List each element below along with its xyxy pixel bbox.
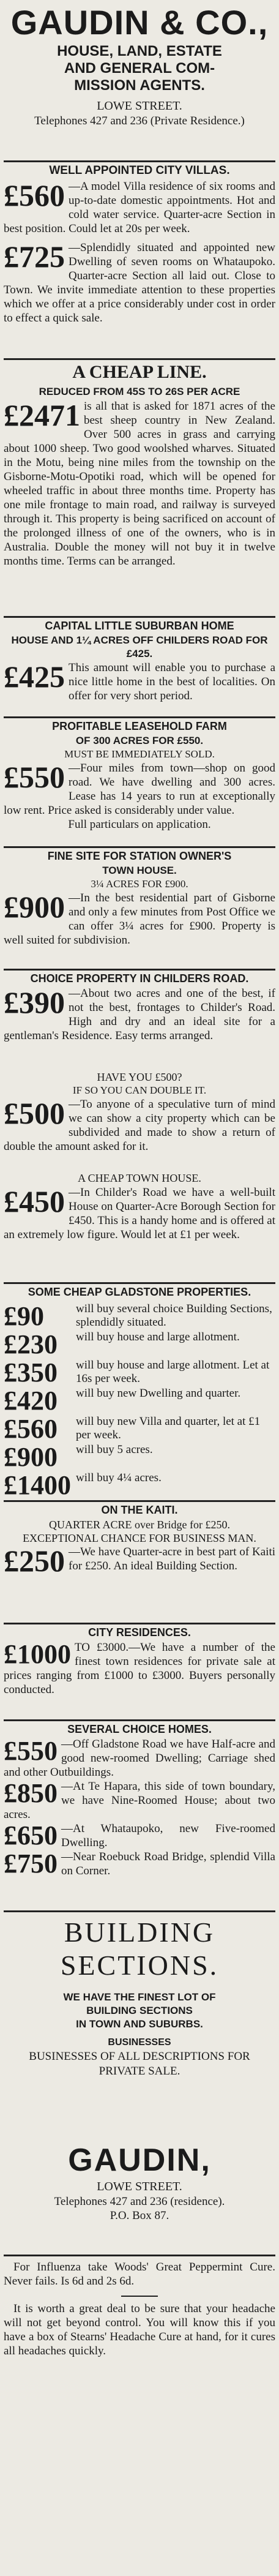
gladstone-section <box>4 1282 275 1500</box>
villas-section <box>4 160 275 325</box>
gladstone-row-text: will buy new Dwelling and quarter. <box>76 1387 241 1400</box>
kaiti-price: £250 <box>4 1544 65 1578</box>
have-500-text: —To anyone of a speculative turn of mind we can show a city property which can be subdivided and made to show a return of double the amount asked for it. <box>4 1098 275 1153</box>
station-site-section <box>4 846 275 947</box>
several-homes-section <box>4 1719 275 1878</box>
suburban-sub: HOUSE AND 1¼ ACRES OFF CHILDERS ROAD FOR £425. <box>11 634 268 659</box>
cheap-line-section <box>4 358 275 568</box>
town-house-price: £450 <box>4 1184 65 1219</box>
building-sub-3: IN TOWN AND SUBURBS. <box>76 2018 203 2030</box>
headache-ad: It is worth a great deal to be sure that your headache will not get beyond control. You will know this if you have a box of Stearns' Headache Cure at hand, for it cures all headaches quickly. <box>4 2302 275 2357</box>
city-residences-section <box>4 1623 275 1697</box>
footer-block <box>4 2142 275 2223</box>
footer-street: LOWE STREET. <box>97 2180 182 2193</box>
leasehold-heading: PROFITABLE LEASEHOLD FARM <box>52 720 227 732</box>
have-500-heading: HAVE YOU £500? <box>97 1071 182 1083</box>
gladstone-row <box>4 1302 275 1331</box>
childers-heading: CHOICE PROPERTY IN CHILDERS ROAD. <box>30 972 249 985</box>
gladstone-row <box>4 1359 275 1387</box>
gladstone-row <box>4 1443 275 1471</box>
leasehold-price: £550 <box>4 760 65 794</box>
gladstone-row-text: will buy new Villa and quarter, let at £1 per week. <box>76 1415 261 1441</box>
city-residences-price: £1000 <box>4 1639 71 1669</box>
childers-section <box>4 969 275 1043</box>
footer-phones: Telephones 427 and 236 (residence). <box>54 2195 225 2208</box>
station-site-text: —In the best residential part of Gisborne and only a few minutes from Post Office we can offer 3¼ acres for £900. Property is well suited for subdivision. <box>4 892 275 947</box>
classified-ads <box>4 2255 275 2358</box>
building-heading-2: SECTIONS. <box>60 1950 219 1981</box>
several-homes-price: £850 <box>4 1778 58 1808</box>
villas-price-1: £560 <box>4 178 65 212</box>
gladstone-row-price: £560 <box>4 1414 58 1444</box>
masthead-line3: MISSION AGENTS. <box>74 77 205 94</box>
masthead-title: GAUDIN & CO., <box>10 3 269 42</box>
cheap-line-text: is all that is asked for 1871 acres of the best sheep country in New Zealand. Over 500 acres in grass and carrying about 1000 sheep. Two good woolshed wharves. Situated in the Motu, being nine miles from the township on the Gisborne-Motu-Opotiki road, which will be opened for wheeled traffic in about three months time. Property has one mile frontage to main road, and railway is surveyed through it. This property is being sacrificed on account of the prolonged illness of one of the owners, who is in Australia. Double the money will not buy it in twelve months time. Terms can be arranged. <box>4 400 275 568</box>
several-homes-text: —At Whataupoko, new Five-roomed Dwelling. <box>61 1822 275 1849</box>
leasehold-sub-2: MUST BE IMMEDIATELY SOLD. <box>64 748 215 760</box>
masthead-line1: HOUSE, LAND, ESTATE <box>57 43 222 59</box>
gladstone-row-text: will buy several choice Building Sections, splendidly situated. <box>76 1302 272 1329</box>
gladstone-row-price: £230 <box>4 1329 58 1359</box>
gladstone-row-text: will buy house and large allotment. Let at 16s per week. <box>76 1359 270 1385</box>
city-residences-heading: CITY RESIDENCES. <box>88 1626 191 1639</box>
cheap-line-sub: REDUCED FROM 45S TO 26S PER ACRE <box>39 386 240 397</box>
masthead-street: LOWE STREET. <box>97 99 182 113</box>
leasehold-section <box>4 716 275 832</box>
several-homes-text: —At Te Hapara, this side of town boundary, we have Nine-Roomed House; about two acres. <box>4 1780 275 1821</box>
gladstone-row-text: will buy 4¼ acres. <box>76 1471 162 1484</box>
several-homes-text: —Off Gladstone Road we have Half-acre and good new-roomed Dwelling; Carriage shed and other Outbuildings. <box>4 1738 275 1779</box>
villas-text-2: —Splendidly situated and appointed new Dwelling of seven rooms on Whataupoko. Quarter-acre Section all laid out. Close to Town. We invite immediate attention to these properties which we offer at a price considerably under cost in order to effect a quick sale. <box>4 241 275 325</box>
section-divider <box>4 1910 275 1912</box>
gladstone-row <box>4 1415 275 1443</box>
several-homes-price: £550 <box>4 1736 58 1766</box>
gladstone-row-text: will buy 5 acres. <box>76 1443 153 1456</box>
building-sections-block <box>4 1910 275 2079</box>
station-site-sub-1: TOWN HOUSE. <box>102 865 177 876</box>
gladstone-row-price: £350 <box>4 1357 58 1388</box>
gladstone-row-price: £90 <box>4 1301 44 1331</box>
businesses-heading: BUSINESSES <box>108 2037 171 2048</box>
city-residences-text: TO £3000.—We have a number of the finest town residences for private sale at prices ranging from £1000 to £3000. Buyers personally conducted. <box>4 1641 275 1696</box>
gladstone-row <box>4 1331 275 1359</box>
cheap-line-heading: A CHEAP LINE. <box>72 362 207 382</box>
masthead <box>4 2 275 128</box>
several-homes-price: £650 <box>4 1820 58 1850</box>
leasehold-footer: Full particulars on application. <box>68 818 211 831</box>
kaiti-section <box>4 1500 275 1578</box>
influenza-ad: For Influenza take Woods' Great Peppermint Cure. Never fails. Is 6d and 2s 6d. <box>4 2261 275 2288</box>
cheap-line-price: £2471 <box>4 398 80 432</box>
building-sub-1: WE HAVE THE FINEST LOT OF <box>63 1991 216 2003</box>
town-house-text: —In Childer's Road we have a well-built House on Quarter-Acre Borough Section for £450. This is a handy home and is offered at an extremely low figure. Would let at £1 per week. <box>4 1186 275 1241</box>
suburban-heading: CAPITAL LITTLE SUBURBAN HOME <box>45 620 234 632</box>
suburban-text: This amount will enable you to purchase a nice little home in the best of localities. On offer for very short period. <box>69 661 275 702</box>
kaiti-sub-2: EXCEPTIONAL CHANCE FOR BUSINESS MAN. <box>23 1532 256 1544</box>
gladstone-row-price: £900 <box>4 1442 58 1472</box>
gladstone-row-price: £420 <box>4 1386 58 1416</box>
ad-divider <box>4 2255 275 2256</box>
villas-text-1: —A model Villa residence of six rooms and up-to-date domestic appointments. Hot and cold water service. Quarter-acre Section in best position. Could let at 20s per week. <box>4 180 275 235</box>
have-500-sub: IF SO YOU CAN DOUBLE IT. <box>72 1084 207 1096</box>
masthead-phones: Telephones 427 and 236 (Private Residence.) <box>34 115 245 127</box>
ad-divider <box>121 2296 158 2297</box>
footer-pobox: P.O. Box 87. <box>110 2209 169 2222</box>
several-homes-text: —Near Roebuck Road Bridge, splendid Villa on Corner. <box>61 1850 275 1877</box>
building-sub-2: BUILDING SECTIONS <box>86 2005 193 2016</box>
leasehold-sub-1: OF 300 ACRES FOR £550. <box>75 735 204 746</box>
have-500-section <box>4 1070 275 1154</box>
villas-heading: WELL APPOINTED CITY VILLAS. <box>49 164 230 177</box>
masthead-line2: AND GENERAL COM- <box>64 60 215 77</box>
footer-name: GAUDIN, <box>68 2142 211 2178</box>
gladstone-row-price: £1400 <box>4 1470 71 1500</box>
businesses-text: BUSINESSES OF ALL DESCRIPTIONS FOR PRIVATE SALE. <box>29 2050 250 2078</box>
several-homes-price: £750 <box>4 1849 58 1879</box>
gladstone-row <box>4 1471 275 1500</box>
childers-price: £390 <box>4 985 65 1020</box>
suburban-price: £425 <box>4 659 65 694</box>
childers-text: —About two acres and one of the best, if not the best, frontages to Childer's Road. High and dry and an ideal site for a gentleman's Residence. Easy terms arranged. <box>4 987 275 1042</box>
gladstone-heading: SOME CHEAP GLADSTONE PROPERTIES. <box>28 1286 251 1298</box>
station-site-price: £900 <box>4 890 65 924</box>
kaiti-heading: ON THE KAITI. <box>101 1504 178 1516</box>
town-house-heading: A CHEAP TOWN HOUSE. <box>78 1172 201 1184</box>
gladstone-row-text: will buy house and large allotment. <box>76 1331 240 1343</box>
town-house-section <box>4 1171 275 1242</box>
kaiti-sub-1: QUARTER ACRE over Bridge for £250. <box>49 1519 230 1531</box>
station-site-sub-2: 3¼ ACRES FOR £900. <box>91 878 188 890</box>
several-homes-heading: SEVERAL CHOICE HOMES. <box>67 1723 212 1735</box>
suburban-section <box>4 616 275 703</box>
have-500-price: £500 <box>4 1096 65 1130</box>
leasehold-text: —Four miles from town—shop on good road. We have dwelling and 300 acres. Lease has 14 years to run at exceptionally low rent. Price asked is considerably under value. <box>4 762 275 817</box>
villas-price-2: £725 <box>4 239 65 274</box>
kaiti-text: —We have Quarter-acre in best part of Kaiti for £250. An ideal Building Section. <box>69 1545 275 1572</box>
gladstone-row <box>4 1387 275 1415</box>
building-heading-1: BUILDING <box>64 1917 215 1948</box>
station-site-heading: FINE SITE FOR STATION OWNER'S <box>47 850 232 862</box>
